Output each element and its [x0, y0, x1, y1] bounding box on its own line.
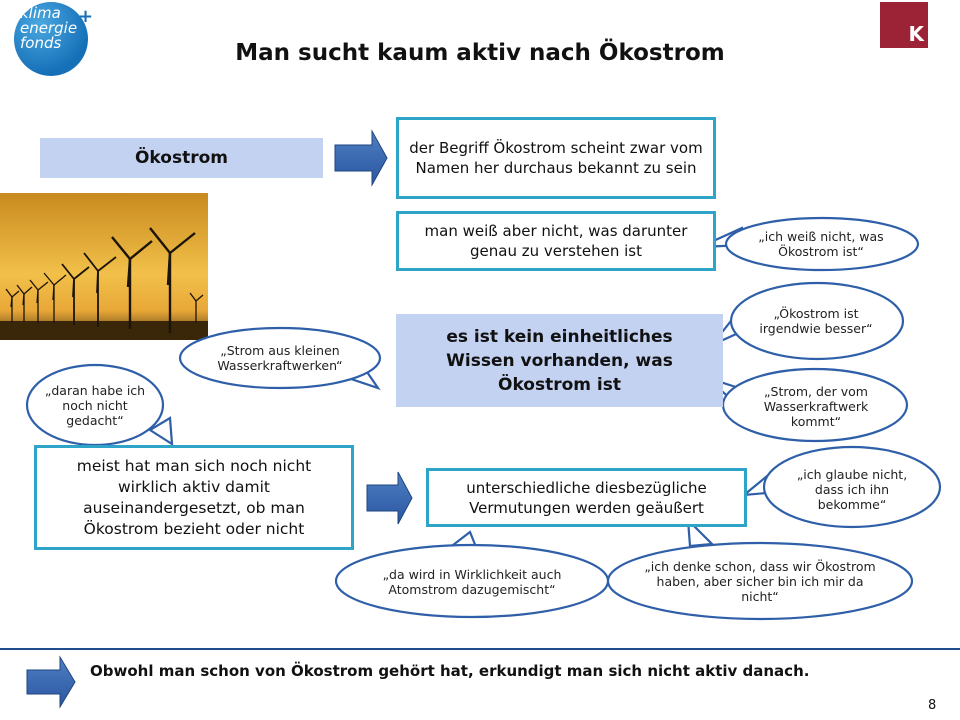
bubble-text-atomstrom: „da wird in Wirklichkeit auch Atomstrom dazugemischt“: [382, 567, 562, 597]
bubble-text-kleine-wasserkraftwerke: „Strom aus kleinen Wasserkraftwerken“: [217, 343, 343, 373]
arrow-right-icon: [335, 131, 387, 185]
logo-text: klima energie fonds: [20, 4, 78, 52]
bubble-text-irgendwie-besser: „Ökostrom ist irgendwie besser“: [759, 306, 873, 336]
page-number: 8: [928, 698, 937, 713]
bubble-text-glaube-nicht: „ich glaube nicht, dass ich ihn bekomme“: [796, 466, 908, 512]
box-nicht-verstehen: man weiß aber nicht, was darunter genau zu verstehen ist: [396, 211, 716, 271]
footer-divider: [0, 648, 960, 650]
bubble-text-nicht-gedacht: „daran habe ich noch nicht gedacht“: [44, 382, 146, 428]
slide-title: Man sucht kaum aktiv nach Ökostrom: [235, 40, 725, 66]
conclusion-text: Obwohl man schon von Ökostrom gehört hat, erkundigt man sich nicht aktiv danach.: [90, 662, 810, 680]
box-begriff-bekannt: der Begriff Ökostrom scheint zwar vom Namen her durchaus bekannt zu sein: [396, 117, 716, 199]
bubble-text-denke-schon: „ich denke schon, dass wir Ökostrom haben, aber sicher bin ich mir da nicht“: [644, 558, 876, 604]
arrow-right-icon: [27, 657, 75, 707]
box-kein-einheitliches-wissen: es ist kein einheitliches Wissen vorhanden, was Ökostrom ist: [396, 314, 723, 407]
k-logo: K: [880, 2, 928, 48]
box-vermutungen: unterschiedliche diesbezügliche Vermutungen werden geäußert: [426, 468, 747, 527]
bubble-text-weiss-nicht: „ich weiß nicht, was Ökostrom ist“: [758, 229, 884, 259]
arrow-right-icon: [367, 472, 412, 524]
logo-plus: +: [78, 6, 94, 27]
oekostrom-label: Ökostrom: [40, 138, 323, 178]
bubble-text-vom-wasserkraftwerk: „Strom, der vom Wasserkraftwerk kommt“: [763, 383, 869, 429]
box-meist-hat-man: meist hat man sich noch nicht wirklich aktiv damit auseinandergesetzt, ob man Ökostrom bezieht oder nicht: [34, 445, 354, 550]
